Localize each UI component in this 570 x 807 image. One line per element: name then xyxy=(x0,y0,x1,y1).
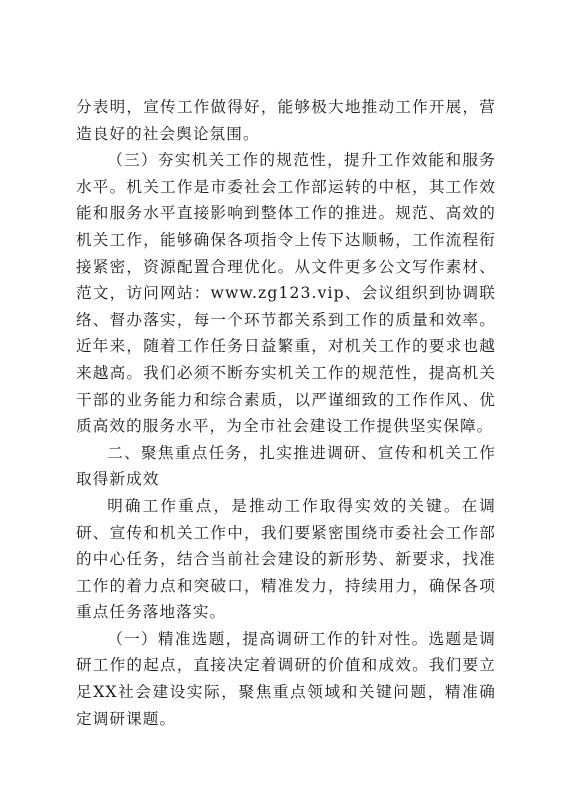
paragraph-work-focus: 明确工作重点，是推动工作取得实效的关键。在调研、宣传和机关工作中，我们要紧密围绕市委社会工作部的中心任务，结合当前社会建设的新形势、新要求，找准工作的着力点和突破口，精准发力，持续用力，确保各项重点任务落地落实。 xyxy=(76,496,496,622)
paragraph-section-3-organ-work: （三）夯实机关工作的规范性，提升工作效能和服务水平。机关工作是市委社会工作部运转的中枢，其工作效能和服务水平直接影响到整体工作的推进。规范、高效的机关工作，能够确保各项指令上传下达顺畅，工作流程衔接紧密，资源配置合理优化。从文件更多公文写作素材、范文，访问网站：www.zg123.vip、会议组织到协调联络、督办落实，每一个环节都关系到工作的质量和效率。近年来，随着工作任务日益繁重，对机关工作的要求也越来越高。我们必须不断夯实机关工作的规范性，提高机关干部的业务能力和综合素质，以严谨细致的工作作风、优质高效的服务水平，为全市社会建设工作提供坚实保障。 xyxy=(76,151,496,436)
paragraph-section-1-topic-selection: （一）精准选题，提高调研工作的针对性。选题是调研工作的起点，直接决定着调研的价值和成效。我们要立足XX社会建设实际，聚焦重点领域和关键问题，精准确定调研课题。 xyxy=(76,629,496,728)
document-body xyxy=(76,94,496,732)
paragraph-continuation: 分表明，宣传工作做得好，能够极大地推动工作开展，营造良好的社会舆论氛围。 xyxy=(76,98,496,143)
paragraph-heading-2: 二、聚焦重点任务，扎实推进调研、宣传和机关工作取得新成效 xyxy=(76,443,496,489)
